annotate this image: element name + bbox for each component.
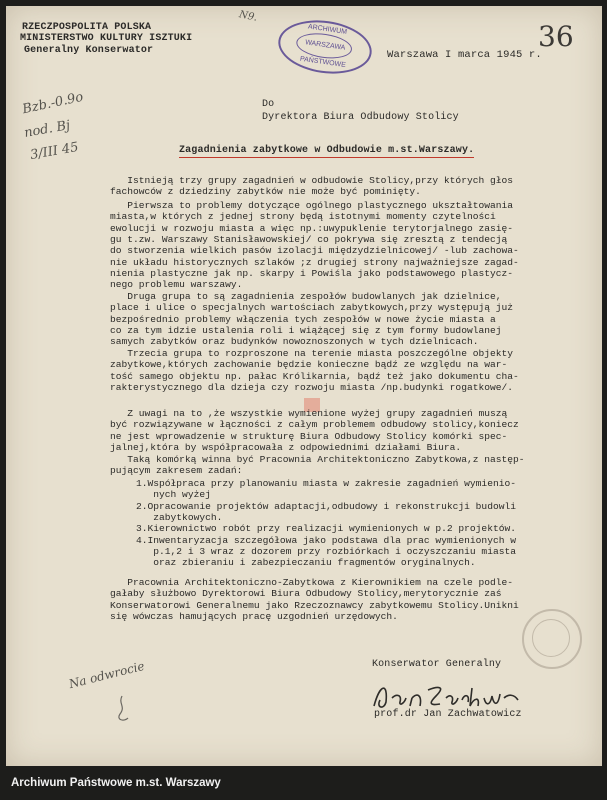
list-item: 4.Inwentaryzacja szczegółowa jako podstawa dla prac wymienionych w (136, 534, 516, 546)
list-item: 3.Kierownictwo robót przy realizacji wymienionych w p.2 projektów. (136, 523, 516, 535)
address-line-1: Do (262, 99, 275, 110)
text-line: być rozwiązywane w łączności z całym problemem odbudowy stolicy,koniecz (110, 419, 519, 431)
footer-text: Archiwum Państwowe m.st. Warszawy (11, 777, 221, 789)
paragraph-7 (110, 577, 519, 622)
text-line: rakterystycznego dla dzieja czy rozwoju miasta /np.budynki rogatkowe/. (110, 382, 514, 394)
header-line-2: MINISTERSTWO KULTURY ISZTUKI (20, 33, 193, 44)
paragraph-5 (110, 408, 519, 453)
margin-note-line-2: nod. Bj (23, 118, 72, 141)
list-item: nych wyżej (136, 489, 211, 501)
stamp-top-text: ARCHIWUM (307, 23, 348, 36)
text-line: ewolucji w rozwoju miasta a więc np.:uwypuklenie terytorjalnego zasię- (110, 222, 514, 234)
text-line: samych zabytków oraz budynków nowoznoszonych w tych dzielnicach. (110, 336, 479, 348)
stamp-middle-text: WARSZAWA (304, 39, 346, 52)
text-line: nienia plastyczne jak np. skarpy i Powiśla jako podstawowego plastycz- (110, 268, 514, 280)
paragraph-4 (110, 348, 519, 393)
address-line-2: Dyrektora Biura Odbudowy Stolicy (262, 112, 459, 123)
margin-note-line-1: Bzb.-0.9o (21, 89, 85, 118)
list-item: zabytkowych. (136, 512, 223, 524)
text-line: fachowców z dziedziny zabytków nie może być pominięty. (110, 186, 421, 198)
margin-note-line-3: 3/III 45 (29, 139, 80, 164)
text-line: zabytkowe,których zachowanie będzie konieczne bądź ze względu na war- (110, 359, 508, 371)
text-line: Istnieją trzy grupy zagadnień w odbudowie Stolicy,przy których głos (110, 175, 514, 186)
page-number: 36 (538, 20, 574, 53)
text-line: gałaby służbowo Dyrektorowi Biura Odbudowy Stolicy,merytorycznie zaś (110, 588, 502, 600)
document-subject: Zagadnienia zabytkowe w Odbudowie m.st.Warszawy. (179, 145, 474, 158)
text-line: nego problemu warszawy. (110, 279, 243, 291)
text-line: bezpośrednio problemy włączenia tych zespołów w nowe życie miasta a (110, 313, 496, 325)
header-small-note: N9. (238, 9, 259, 24)
header-line-1: RZECZPOSPOLITA POLSKA (22, 22, 152, 33)
text-line: Konserwatorowi Generalnemu jako Rzeczoznawcy zabytkowemu Stolicy.Unikni (110, 599, 519, 611)
text-line: pującym zakresem zadań: (110, 465, 243, 477)
list-item: oraz zbieraniu i zabezpieczaniu fragmentów oryginalnych. (136, 557, 476, 569)
faded-stamp (522, 609, 582, 669)
bottom-note: Na odwrocie (67, 658, 146, 692)
paragraph-2 (110, 200, 519, 291)
text-line: nie układu historycznych szlaków ;z drugiej strony najważniejsze zagad- (110, 256, 519, 268)
text-line: tość samego objektu np. pałac Królikarnia, bądź też jako dokumentu cha- (110, 370, 519, 382)
archive-footer (0, 766, 607, 800)
text-line: co za tym idzie ustalenia roli i wiążącej się z tym formy budowlanej (110, 325, 502, 337)
paragraph-6 (110, 454, 525, 477)
paragraph-3 (110, 291, 513, 348)
text-line: Taką komórką winna być Pracownia Architektoniczno Zabytkowa,z następ- (110, 454, 525, 465)
paragraph-1 (110, 175, 513, 198)
text-line: place i ulice o specjalnych wartościach zabytkowych,przy występują już (110, 302, 514, 314)
pencil-mark (110, 694, 134, 724)
text-line: miasta,w których z jednej strony będą istotnymi momenty czytelności (110, 211, 496, 223)
text-line: się wówczas hamujących pracę uzgodnień urzędowych. (110, 611, 398, 623)
stamp-bottom-text: PAŃSTWOWE (299, 55, 347, 70)
list-item: 2.Opracowanie projektów adaptacji,odbudowy i rekonstrukcji budowli (136, 500, 516, 512)
header-line-3: Generalny Konserwator (24, 45, 154, 56)
list-item: p.1,2 i 3 wraz z dozorem przy rozbiórkach i oczyszczaniu miasta (136, 546, 516, 558)
text-line: do stworzenia wielkich pasów izolacji międzydzielnicowej/ -lub zachowa- (110, 245, 519, 257)
document-date: Warszawa I marca 1945 r. (387, 49, 542, 61)
text-line: gu t.zw. Warszawy Stanisławowskiej/ co pokrywa się zresztą z tendecją (110, 234, 508, 246)
text-line: ne jest wprowadzenie w strukturę Biura Odbudowy Stolicy komórki spec- (110, 430, 508, 442)
document-page (6, 6, 602, 766)
text-line: Druga grupa to są zagadnienia zespołów budowlanych jak dzielnice, (110, 291, 502, 302)
list-item: 1.Współpraca przy planowaniu miasta w zakresie zagadnień wymienio- (136, 478, 516, 489)
signature-title: Konserwator Generalny (372, 659, 502, 670)
text-line: Pierwsza to problemy dotyczące ogólnego plastycznego ukształtowania (110, 200, 514, 211)
task-list (136, 478, 516, 569)
text-line: Pracownia Architektoniczno-Zabytkowa z Kierownikiem na czele podle- (110, 577, 514, 588)
archive-stamp (275, 15, 375, 80)
text-line: Trzecia grupa to rozproszone na terenie miasta poszczególne objekty (110, 348, 514, 359)
text-line: jalnej,która by współpracowała z odpowiednimi działami Biura. (110, 442, 462, 454)
signature-name: prof.dr Jan Zachwatowicz (374, 709, 522, 720)
text-line: Z uwagi na to ,że wszystkie wymienione wyżej grupy zagadnień muszą (110, 408, 508, 419)
